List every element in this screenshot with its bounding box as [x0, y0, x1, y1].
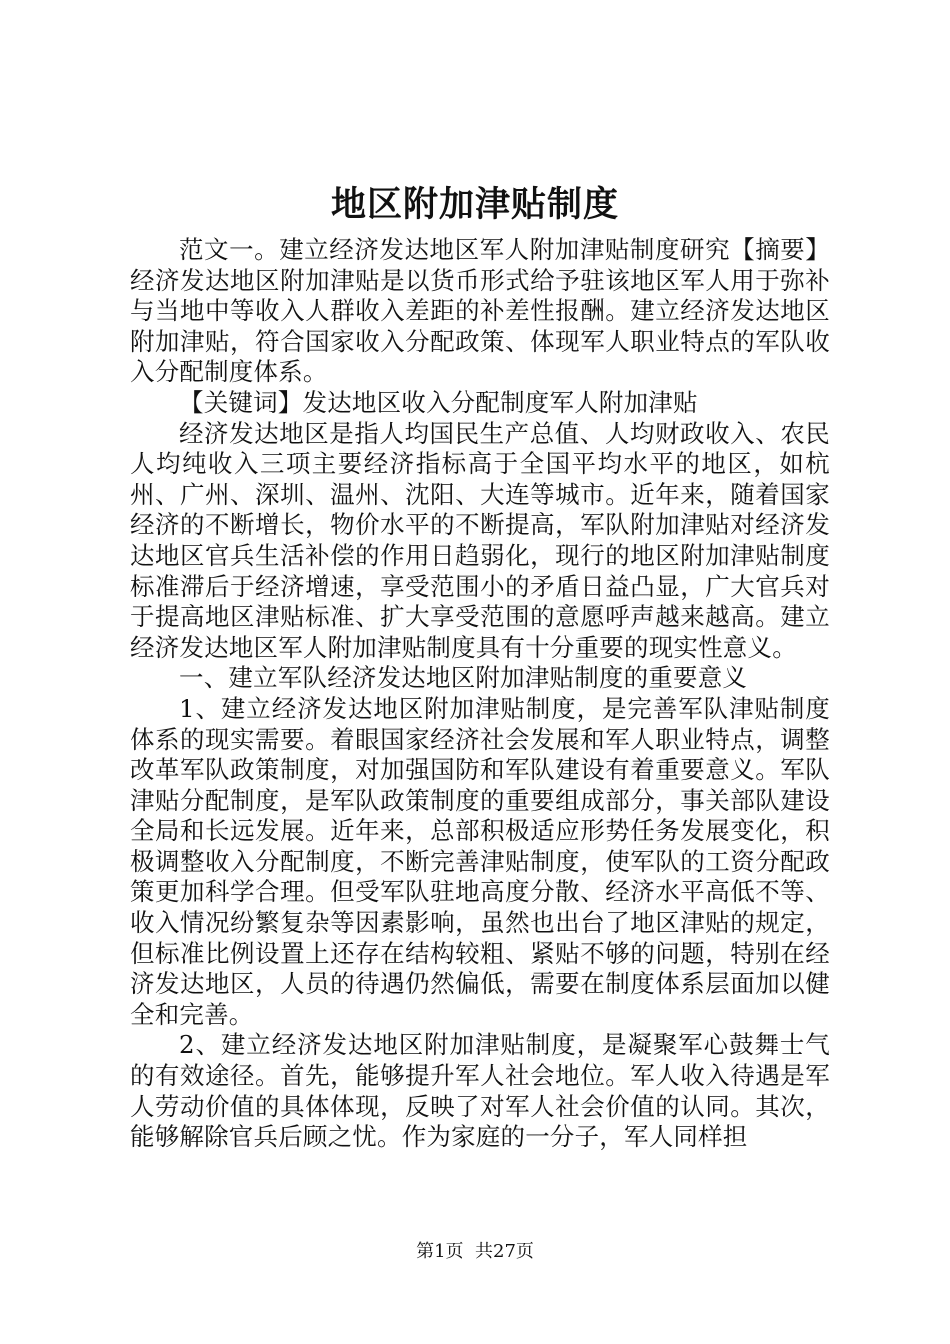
- page-number: 第1页: [416, 1241, 464, 1262]
- paragraph-abstract: 范文一。建立经济发达地区军人附加津贴制度研究【摘要】经济发达地区附加津贴是以货币形式给予驻该地区军人用于弥补与当地中等收入人群收入差距的补差性报酬。建立经济发达地区附加津贴，符合国家收入分配政策、体现军人职业特点的军队收入分配制度体系。: [130, 235, 830, 387]
- document-title: 地区附加津贴制度: [330, 184, 619, 225]
- page-total: 共27页: [475, 1241, 534, 1262]
- paragraph-intro: 经济发达地区是指人均国民生产总值、人均财政收入、农民人均纯收入三项主要经济指标高于全国平均水平的地区，如杭州、广州、深圳、温州、沈阳、大连等城市。近年来，随着国家经济的不断增长，物价水平的不断提高，军队附加津贴对经济发达地区官兵生活补偿的作用日趋弱化，现行的地区附加津贴制度标准滞后于经济增速，享受范围小的矛盾日益凸显，广大官兵对于提高地区津贴标准、扩大享受范围的意愿呼声越来越高。建立经济发达地区军人附加津贴制度具有十分重要的现实性意义。: [130, 418, 830, 662]
- paragraph-point-1: 1、建立经济发达地区附加津贴制度，是完善军队津贴制度体系的现实需要。着眼国家经济社会发展和军人职业特点，调整改革军队政策制度，对加强国防和军队建设有着重要意义。军队津贴分配制度，是军队政策制度的重要组成部分，事关部队建设全局和长远发展。近年来，总部积极适应形势任务发展变化，积极调整收入分配制度，不断完善津贴制度，使军队的工资分配政策更加科学合理。但受军队驻地高度分散、经济水平高低不等、收入情况纷繁复杂等因素影响，虽然也出台了地区津贴的规定，但标准比例设置上还存在结构较粗、紧贴不够的问题，特别在经济发达地区，人员的待遇仍然偏低，需要在制度体系层面加以健全和完善。: [130, 693, 830, 1029]
- page-footer: [0, 1240, 950, 1264]
- document-body: [130, 235, 830, 1153]
- footer-spacer: [464, 1241, 475, 1262]
- paragraph-point-2: 2、建立经济发达地区附加津贴制度，是凝聚军心鼓舞士气的有效途径。首先，能够提升军人社会地位。军人收入待遇是军人劳动价值的具体体现，反映了对军人社会价值的认同。其次，能够解除官兵后顾之忧。作为家庭的一分子，军人同样担: [130, 1030, 830, 1152]
- paragraph-keywords: 【关键词】发达地区收入分配制度军人附加津贴: [179, 387, 698, 417]
- section-heading: 一、建立军队经济发达地区附加津贴制度的重要意义: [179, 663, 748, 693]
